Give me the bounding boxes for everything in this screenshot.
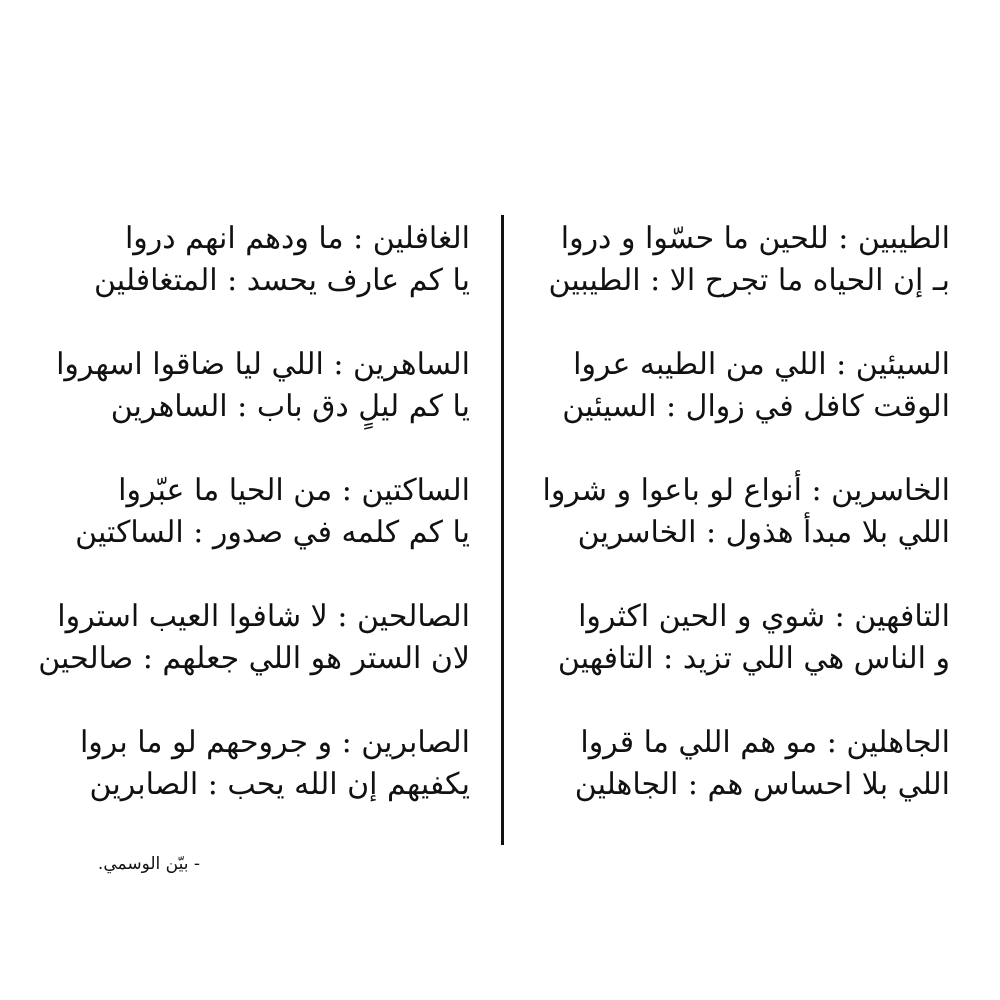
verse-line: الساكتين : من الحيا ما عبّروا (118, 473, 470, 508)
verse-line: الوقت كافل في زوال : السيئين (562, 389, 950, 424)
verse-line: الخاسرين : أنواع لو باعوا و شروا (542, 473, 950, 508)
stanza (530, 722, 950, 848)
stanza (50, 722, 470, 848)
verse-line: الطيبين : للحين ما حسّوا و دروا (560, 221, 950, 256)
verse-line: يا كم ليلٍ دق باب : الساهرين (110, 389, 470, 424)
verse-line: يا كم كلمه في صدور : الساكتين (75, 515, 470, 550)
verse-line: الجاهلين : مو هم اللي ما قروا (580, 725, 950, 760)
verse-line: بـ إن الحياه ما تجرح الا : الطيبين (548, 263, 950, 298)
poem-column-right (530, 218, 950, 848)
stanza (50, 344, 470, 470)
verse-line: اللي بلا احساس هم : الجاهلين (574, 767, 950, 802)
column-divider (501, 215, 504, 845)
stanza (50, 470, 470, 596)
author-signature: - بيّن الوسمي. (97, 854, 200, 874)
stanza (530, 218, 950, 344)
verse-line: الصالحين : لا شافوا العيب استروا (57, 599, 470, 634)
stanza (530, 344, 950, 470)
verse-line: اللي بلا مبدأ هذول : الخاسرين (577, 515, 950, 550)
verse-line: و الناس هي اللي تزيد : التافهين (557, 641, 950, 676)
verse-line: التافهين : شوي و الحين اكثروا (578, 599, 950, 634)
stanza (530, 470, 950, 596)
stanza (530, 596, 950, 722)
verse-line: يا كم عارف يحسد : المتغافلين (93, 263, 470, 298)
verse-line: الصابرين : و جروحهم لو ما بروا (79, 725, 470, 760)
stanza (50, 218, 470, 344)
verse-line: الغافلين : ما ودهم انهم دروا (124, 221, 470, 256)
verse-line: يكفيهم إن الله يحب : الصابرين (89, 767, 470, 802)
verse-line: السيئين : اللي من الطيبه عروا (573, 347, 950, 382)
verse-line: الساهرين : اللي ليا ضاقوا اسهروا (56, 347, 470, 382)
stanza (38, 596, 470, 722)
verse-line: لان الستر هو اللي جعلهم : صالحين (38, 641, 470, 676)
poem-column-left (38, 218, 470, 848)
